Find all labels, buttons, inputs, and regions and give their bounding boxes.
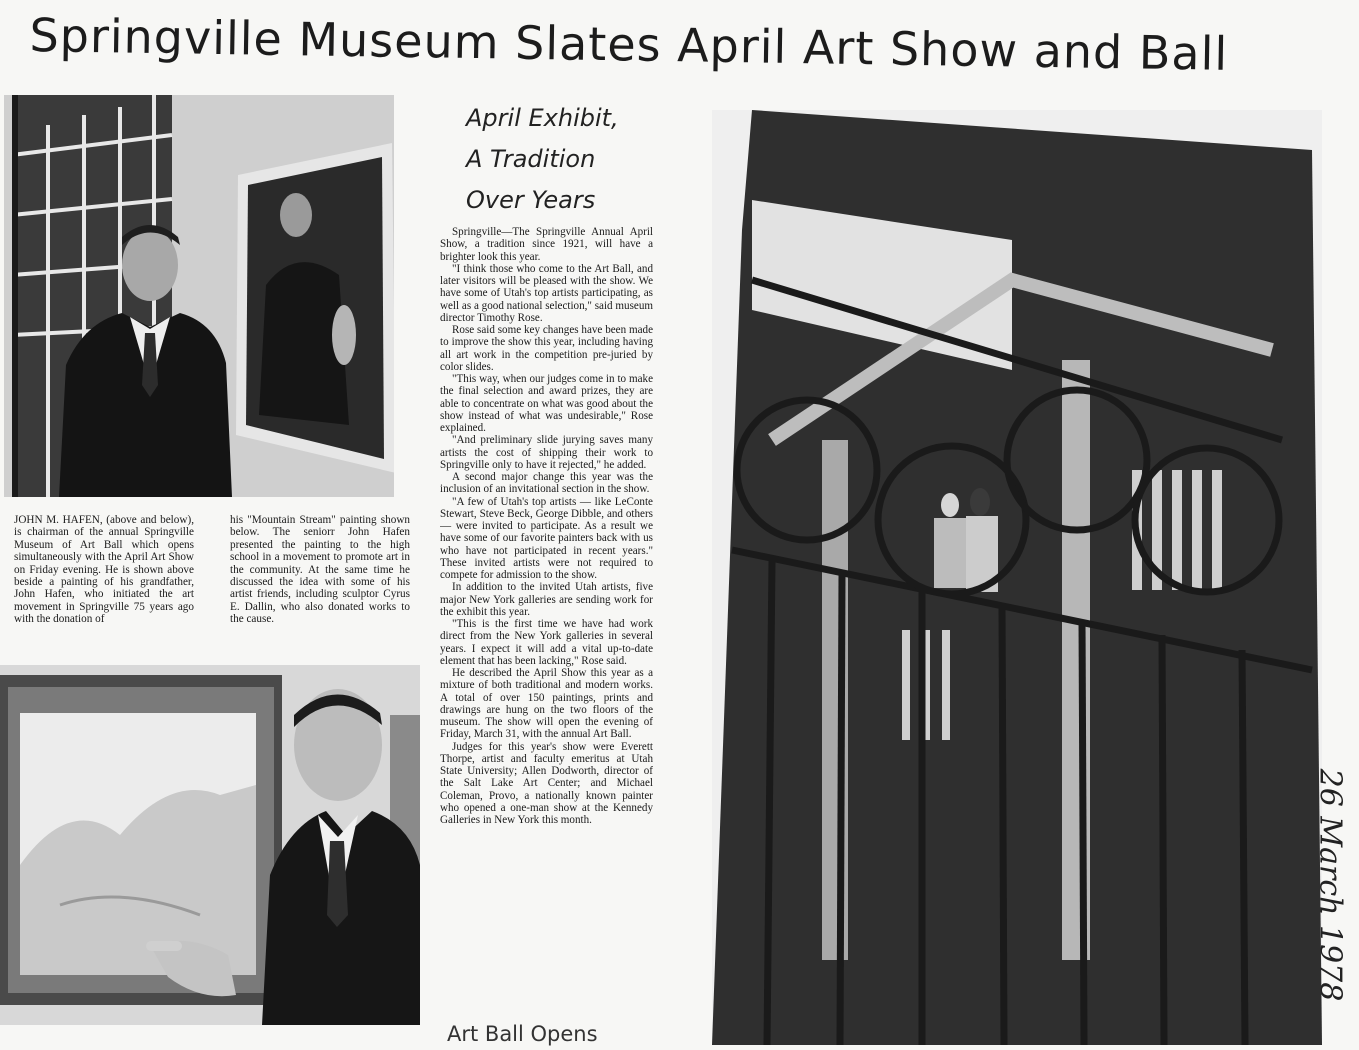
next-article-headline: Art Ball Opens — [447, 1022, 598, 1046]
handwritten-date — [1306, 720, 1354, 1050]
subhead — [466, 98, 676, 221]
article-paragraph: Judges for this year's show were Everett Thorpe, artist and faculty emeritus at Utah State University; Allen Dodworth, director of the Salt Lake Art Center; and Michael Coleman, Provo, a nationally known painter who opened a one-man show at the Kennedy Galleries in New York this month. — [440, 740, 653, 826]
caption-left: JOHN M. HAFEN, (above and below), is chairman of the annual Springville Museum of Art Ball which opens simultaneously with the April Art Show on Friday evening. He is shown above beside a painting of his grandfather, John Hafen, who initiated the art movement in Springville 75 years ago with the donation of — [14, 514, 194, 626]
photo-hafen-with-portrait — [4, 95, 394, 497]
photo-hafen-with-mountain-stream — [0, 665, 420, 1025]
article-paragraph: "This is the first time we have had work direct from the New York galleries in several years. I expect it will add a vital up-to-date element that has been lacking," Rose said. — [440, 618, 653, 667]
article-body — [440, 226, 653, 1016]
photo-couple-behind-gate — [712, 110, 1322, 1045]
article-paragraph: "And preliminary slide jurying saves many artists the cost of shipping their work to Springville only to have it rejected," he added. — [440, 434, 653, 471]
subhead-line-3: Over Years — [466, 186, 596, 214]
headline: Springville Museum Slates April Art Show and Ball — [29, 8, 1229, 81]
article-paragraph: In addition to the invited Utah artists, five major New York galleries are sending work for the exhibit this year. — [440, 581, 653, 618]
handwritten-date-text: 26 March 1978 — [1312, 768, 1348, 1002]
article-paragraph: He described the April Show this year as a mixture of both traditional and modern works. A total of over 150 paintings, prints and drawings are hung on the two floors of the museum. The show will open the evening of Friday, March 31, with the annual Art Ball. — [440, 667, 653, 741]
article-paragraph: "I think those who come to the Art Ball, and later visitors will be pleased with the show. We have some of Utah's top artists participating, as well as a good national selection," said museum director Timothy Rose. — [440, 262, 653, 324]
article-paragraph: "A few of Utah's top artists — like LeConte Stewart, Steve Beck, George Dibble, and others — were invited to participate. As a result we have some of our favorite painters back with us who have not participated in recent years." These invited artists were not required to compete for admission to the show. — [440, 495, 653, 581]
article-paragraph: "This way, when our judges come in to make the final selection and award prizes, they are able to concentrate on what was good about the show instead of what was undesirable," Rose explained. — [440, 373, 653, 434]
article-paragraph: Springville—The Springville Annual April Show, a tradition since 1921, will have a brighter look this year. — [440, 226, 653, 263]
article-paragraph: A second major change this year was the inclusion of an invitational section in the show. — [440, 471, 653, 496]
caption-right: his "Mountain Stream" painting shown below. The seniorr John Hafen presented the painting to the high school in a movement to promote art in the community. At the same time he discussed the idea with some of his artist friends, including sculptor Cyrus E. Dallin, who also donated works to the cause. — [230, 514, 410, 626]
subhead-line-2: A Tradition — [466, 145, 596, 173]
subhead-line-1: April Exhibit, — [466, 104, 619, 132]
article-paragraph: Rose said some key changes have been made to improve the show this year, including having all art work in the competition pre-juried by color slides. — [440, 324, 653, 373]
